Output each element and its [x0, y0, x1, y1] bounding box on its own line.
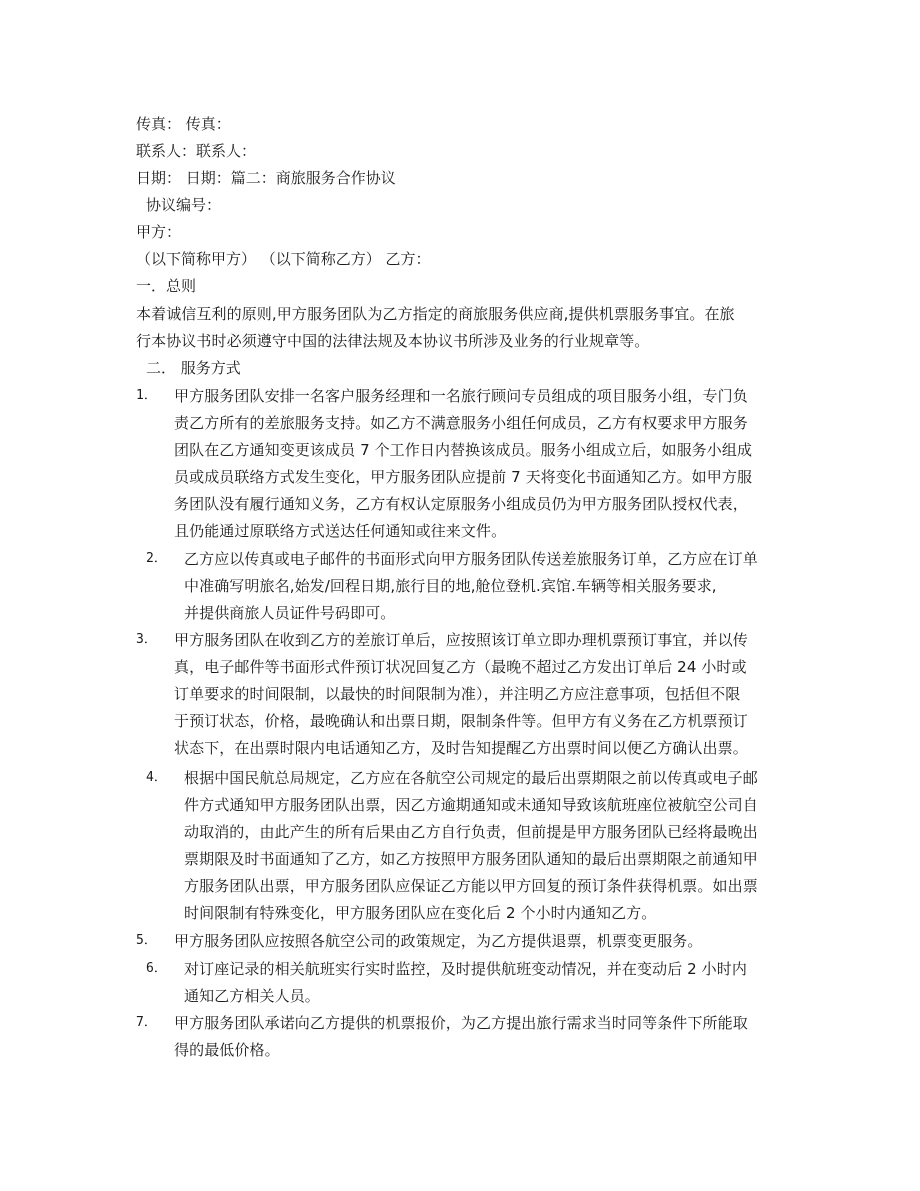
item-line: 甲方服务团队安排一名客户服务经理和一名旅行顾问专员组成的项目服务小组，专门负 [174, 387, 748, 405]
contact-line: 联系人：联系人： [136, 142, 257, 160]
item-number: 6． [146, 961, 167, 976]
section1-body-line: 本着诚信互利的原则,甲方服务团队为乙方指定的商旅服务供应商,提供机票服务事宜。在旅 [136, 305, 735, 323]
section1-heading: 一．总则 [136, 277, 197, 295]
fax-line: 传真： 传真： [136, 115, 231, 133]
item-line: 方服务团队出票，甲方服务团队应保证乙方能以甲方回复的预订条件获得机票。如出票 [184, 877, 758, 895]
item-line: 员或成员联络方式发生变化，甲方服务团队应提前 7 天将变化书面通知乙方。如甲方服 [174, 468, 753, 486]
item-line: 责乙方所有的差旅服务支持。如乙方不满意服务小组任何成员，乙方有权要求甲方服务 [174, 414, 748, 432]
item-number: 5． [136, 933, 157, 948]
item-number: 3． [136, 632, 157, 647]
date-line: 日期： 日期：篇二：商旅服务合作协议 [136, 169, 396, 187]
item-number: 4． [146, 770, 167, 785]
item-line: 票期限及时书面通知了乙方，如乙方按照甲方服务团队通知的最后出票期限之前通知甲 [184, 850, 758, 868]
item-line: 乙方应以传真或电子邮件的书面形式向甲方服务团队传送差旅服务订单，乙方应在订单 [184, 550, 758, 568]
item-line: 团队在乙方通知变更该成员 7 个工作日内替换该成员。服务小组成立后，如服务小组成 [174, 441, 753, 459]
item-line: 动取消的，由此产生的所有后果由乙方自行负责，但前提是甲方服务团队已经将最晚出 [184, 823, 758, 841]
item-line: 真，电子邮件等书面形式件预订状况回复乙方（最晚不超过乙方发出订单后 24 小时或 [174, 658, 747, 676]
item-line: 通知乙方相关人员。 [184, 987, 320, 1005]
item-line: 件方式通知甲方服务团队出票，因乙方逾期通知或未通知导致该航班座位被航空公司自 [184, 796, 758, 814]
item-line: 并提供商旅人员证件号码即可。 [184, 604, 396, 622]
item-number: 1． [136, 388, 157, 403]
item-line: 订单要求的时间限制，以最快的时间限制为准），并注明乙方应注意事项，包括但不限 [174, 685, 741, 703]
item-line: 状态下，在出票时限内电话通知乙方，及时告知提醒乙方出票时间以便乙方确认出票。 [174, 739, 748, 757]
item-line: 于预订状态，价格，最晚确认和出票日期，限制条件等。但甲方有义务在乙方机票预订 [174, 712, 748, 730]
agreement-number-line: 协议编号： [146, 196, 222, 214]
item-line: 对订座记录的相关航班实行实时监控，及时提供航班变动情况，并在变动后 2 小时内 [184, 960, 747, 978]
item-line: 根据中国民航总局规定，乙方应在各航空公司规定的最后出票期限之前以传真或电子邮 [184, 769, 758, 787]
item-line: 务团队没有履行通知义务，乙方有权认定原服务小组成员仍为甲方服务团队授权代表， [174, 495, 748, 513]
item-line: 且仍能通过原联络方式送达任何通知或往来文件。 [174, 522, 507, 540]
short-names-line: （以下简称甲方） （以下简称乙方） 乙方： [136, 250, 431, 268]
item-line: 得的最低价格。 [174, 1041, 280, 1059]
item-line: 时间限制有特殊变化，甲方服务团队应在变化后 2 个小时内通知乙方。 [184, 904, 657, 922]
party-a-line: 甲方： [136, 223, 182, 241]
item-line: 甲方服务团队在收到乙方的差旅订单后，应按照该订单立即办理机票预订事宜，并以传 [174, 631, 748, 649]
item-line: 甲方服务团队应按照各航空公司的政策规定，为乙方提供退票，机票变更服务。 [174, 932, 703, 950]
item-number: 7． [136, 1015, 157, 1030]
section2-heading: 二． 服务方式 [146, 359, 241, 377]
item-line: 中准确写明旅名,始发/回程日期,旅行目的地,舱位登机.宾馆.车辆等相关服务要求, [184, 577, 717, 595]
item-number: 2． [146, 551, 167, 566]
item-line: 甲方服务团队承诺向乙方提供的机票报价，为乙方提出旅行需求当时同等条件下所能取 [174, 1014, 748, 1032]
section1-body-line: 行本协议书时必须遵守中国的法律法规及本协议书所涉及业务的行业规章等。 [136, 332, 650, 350]
